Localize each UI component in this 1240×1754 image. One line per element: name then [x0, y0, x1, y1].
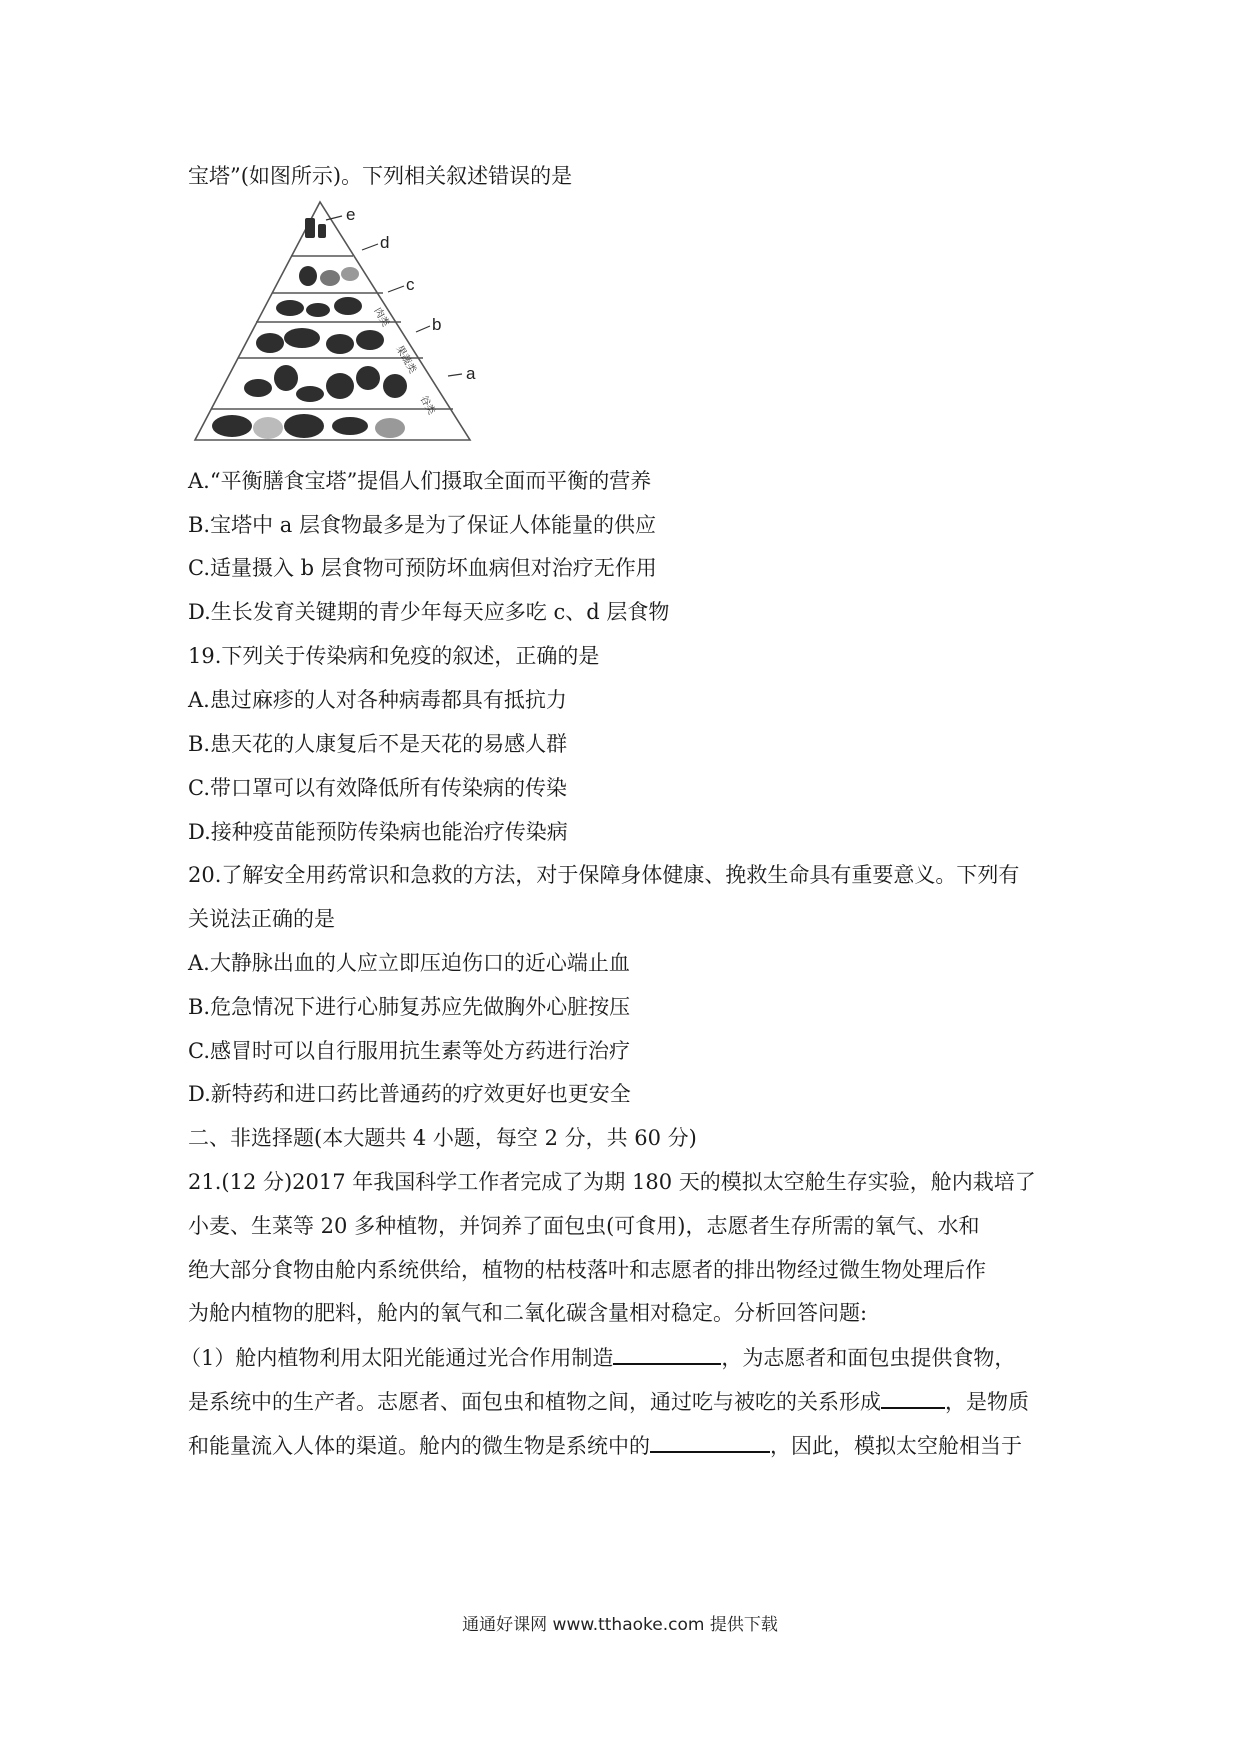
layer-label-c: c [406, 275, 415, 294]
q21-text: （1）舱内植物利用太阳光能通过光合作用制造 [180, 1346, 614, 1370]
option-d: D.生长发育关键期的青少年每天应多吃 c、d 层食物 [188, 600, 670, 624]
band-label: 谷类 [417, 394, 437, 417]
question-19-stem: 19.下列关于传染病和免疫的叙述，正确的是 [188, 644, 600, 668]
layer-label-e: e [346, 205, 356, 224]
page-footer: 通通好课网 www.tthaoke.com 提供下载 [462, 1615, 778, 1635]
option-a: A.大静脉出血的人应立即压迫伤口的近心端止血 [188, 951, 630, 975]
option-b: B.宝塔中 a 层食物最多是为了保证人体能量的供应 [188, 513, 656, 537]
question-21-stem-cont: 绝大部分食物由舱内系统供给，植物的枯枝落叶和志愿者的排出物经过微生物处理后作 [188, 1258, 986, 1282]
option-b: B.危急情况下进行心肺复苏应先做胸外心脏按压 [188, 995, 631, 1019]
q21-text: ，因此，模拟太空舱相当于 [770, 1434, 1022, 1458]
option-d: D.接种疫苗能预防传染病也能治疗传染病 [188, 820, 568, 844]
layer-label-d: d [380, 233, 390, 252]
band-label: 果蔬类 [393, 344, 418, 376]
q21-text: 是系统中的生产者。志愿者、面包虫和植物之间，通过吃与被吃的关系形成 [188, 1390, 881, 1414]
option-a: A.患过麻疹的人对各种病毒都具有抵抗力 [188, 688, 567, 712]
answer-blank-2[interactable] [881, 1387, 945, 1409]
q21-text: 和能量流入人体的渠道。舱内的微生物是系统中的 [188, 1434, 650, 1458]
q21-part1-line1 [180, 1343, 1015, 1372]
option-d: D.新特药和进口药比普通药的疗效更好也更安全 [188, 1082, 631, 1106]
q21-text: ，为志愿者和面包虫提供食物， [721, 1346, 1016, 1370]
layer-label-a: a [466, 364, 476, 383]
question-21-stem: 21.(12 分)2017 年我国科学工作者完成了为期 180 天的模拟太空舱生存实验，舱内栽培了 [188, 1170, 1036, 1194]
band-label: 肉类 [371, 306, 391, 329]
option-c: C.适量摄入 b 层食物可预防坏血病但对治疗无作用 [188, 556, 657, 580]
question-20-stem-cont: 关说法正确的是 [188, 907, 335, 931]
question-stem-line: 宝塔”(如图所示)。下列相关叙述错误的是 [188, 164, 573, 188]
q21-part1-line2 [188, 1387, 1029, 1416]
option-c: C.带口罩可以有效降低所有传染病的传染 [188, 776, 567, 800]
layer-label-b: b [432, 315, 442, 334]
option-c: C.感冒时可以自行服用抗生素等处方药进行治疗 [188, 1039, 630, 1063]
answer-blank-1[interactable] [613, 1343, 721, 1365]
q21-text: ，是物质 [945, 1390, 1029, 1414]
section-heading: 二、非选择题(本大题共 4 小题，每空 2 分，共 60 分) [188, 1126, 697, 1150]
answer-blank-3[interactable] [650, 1431, 770, 1453]
food-icons [212, 218, 407, 439]
q21-part1-line3 [188, 1431, 1022, 1460]
option-a: A.“平衡膳食宝塔”提倡人们摄取全面而平衡的营养 [188, 469, 652, 493]
option-b: B.患天花的人康复后不是天花的易感人群 [188, 732, 568, 756]
food-pyramid-figure [190, 198, 530, 448]
question-20-stem: 20.了解安全用药常识和急救的方法，对于保障身体健康、挽救生命具有重要意义。下列有 [188, 863, 1020, 887]
question-21-stem-cont: 为舱内植物的肥料，舱内的氧气和二氧化碳含量相对稳定。分析回答问题: [188, 1301, 868, 1325]
question-21-stem-cont: 小麦、生菜等 20 多种植物，并饲养了面包虫(可食用)，志愿者生存所需的氧气、水和 [188, 1214, 980, 1238]
